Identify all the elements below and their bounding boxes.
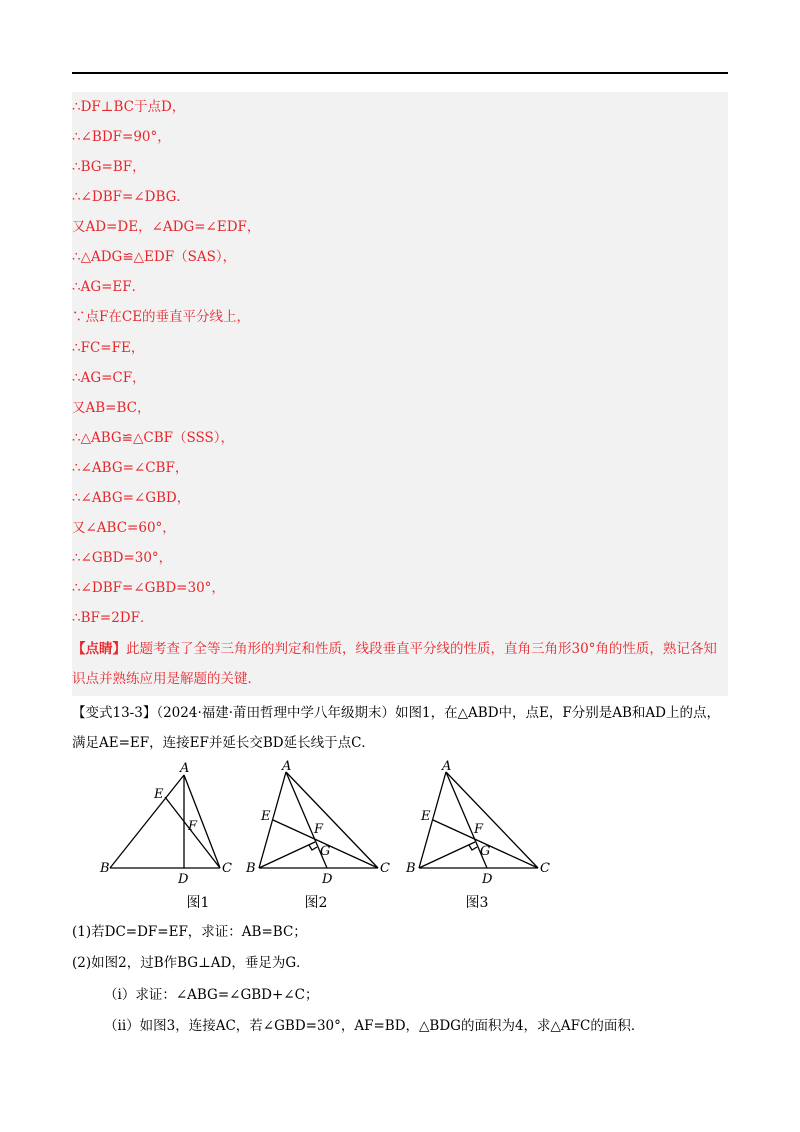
solution-line: ∴BG=BF，: [72, 159, 146, 175]
solution-line: ∴△ADG≌△EDF（SAS），: [72, 249, 237, 265]
label-A: A: [442, 760, 452, 774]
label-F: F: [188, 819, 198, 834]
label-G: G: [320, 844, 331, 859]
solution-line: 又AB=BC，: [72, 400, 151, 416]
label-E: E: [261, 809, 271, 824]
header-rule: [72, 72, 728, 74]
solution-line: ∴∠GBD=30°，: [72, 550, 173, 566]
solution-line: ∴∠ABG=∠CBF，: [72, 460, 189, 476]
label-C: C: [540, 861, 550, 876]
label-E: E: [154, 787, 164, 802]
label-D: D: [322, 872, 333, 885]
question-2-ii: （ii）如图3，连接AC，若∠GBD=30°，AF=BD，△BDG的面积为4，求△AFC的面积．: [104, 1018, 645, 1034]
label-C: C: [380, 861, 390, 876]
figure-2-caption: 图2: [304, 895, 328, 911]
label-C: C: [222, 861, 232, 876]
label-D: D: [178, 872, 189, 885]
figure-3-caption: 图3: [465, 895, 489, 911]
problem-source: （2024·福建·莆田哲理中学八年级期末）: [156, 705, 396, 721]
question-2: (2)如图2，过B作BG⊥AD，垂足为G．: [72, 955, 310, 971]
solution-line: ∴BF=2DF．: [72, 610, 154, 626]
label-B: B: [246, 861, 256, 876]
figure-3: [402, 760, 552, 889]
solution-line: ∴FC=FE，: [72, 340, 145, 356]
label-F: F: [314, 822, 324, 837]
solution-line: ∴∠ABG=∠GBD，: [72, 490, 191, 506]
solution-line: ∴△ABG≌△CBF（SSS），: [72, 430, 235, 446]
solution-line: ∴∠DBF=∠DBG．: [72, 189, 190, 205]
problem-statement: [72, 698, 728, 758]
label-B: B: [100, 861, 110, 876]
label-G: G: [480, 844, 491, 859]
question-1: (1)若DC=DF=EF，求证：AB=BC；: [72, 924, 307, 940]
solution-line: ∴∠BDF=90°，: [72, 129, 171, 145]
solution-line: 又∠ABC=60°，: [72, 520, 176, 536]
key-point-comment: [72, 634, 728, 694]
key-point-tag: 【点睛】: [72, 641, 126, 657]
label-E: E: [421, 809, 431, 824]
solution-line: 又AD=DE，∠ADG=∠EDF，: [72, 219, 261, 235]
key-point-text: 此题考查了全等三角形的判定和性质，线段垂直平分线的性质，直角三角形30°角的性质，熟记各知识点并熟练应用是解题的关键．: [72, 641, 717, 687]
solution-line: ∴AG=EF．: [72, 279, 146, 295]
figure-1: [98, 760, 238, 889]
question-2-i: （i）求证：∠ABG=∠GBD+∠C；: [104, 987, 319, 1003]
solution-line: ∴AG=CF，: [72, 370, 146, 386]
label-A: A: [282, 760, 292, 774]
problem-tag: 【变式13-3】: [72, 705, 157, 721]
problem-stem: 如图1，在△ABD中，点E，F分别是AB和AD上的点，满足AE=EF，连接EF并延长交BD延长线于点C．: [72, 705, 720, 751]
figure-1-caption: 图1: [186, 895, 210, 911]
label-D: D: [482, 872, 493, 885]
solution-box: [72, 92, 728, 696]
label-B: B: [406, 861, 416, 876]
figure-2: [242, 760, 392, 889]
solution-line: ∴∠DBF=∠GBD=30°，: [72, 580, 225, 596]
solution-line: ∴DF⊥BC于点D，: [72, 99, 186, 115]
label-A: A: [180, 761, 190, 776]
label-F: F: [474, 822, 484, 837]
solution-line: ∵点F在CE的垂直平分线上，: [72, 309, 251, 325]
